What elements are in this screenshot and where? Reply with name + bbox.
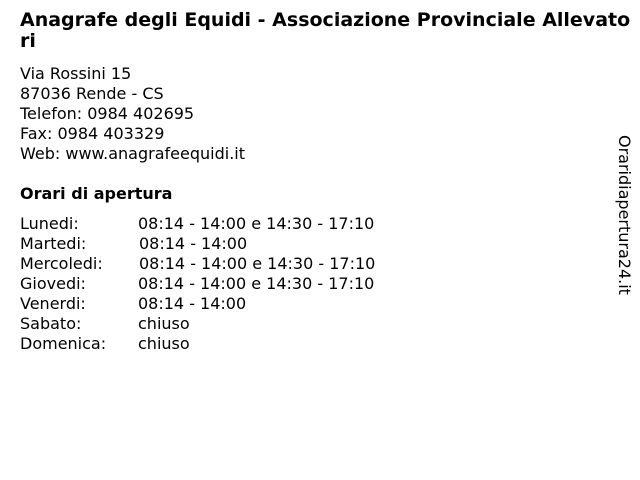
time-value: chiuso: [138, 334, 190, 353]
hours-table: [20, 214, 375, 354]
fax-number: Fax: 0984 403329: [20, 124, 165, 143]
day-label: Domenica:: [20, 334, 107, 353]
day-label: Martedi:: [20, 234, 87, 253]
hours-row-wednesday: [20, 254, 375, 274]
watermark-text: Oraridiapertura24.it: [615, 135, 634, 295]
time-value: 08:14 - 14:00: [138, 294, 247, 313]
time-value: chiuso: [138, 314, 190, 333]
hours-row-saturday: [20, 314, 375, 334]
day-label: Venerdi:: [20, 294, 86, 313]
day-label: Mercoledi:: [20, 254, 103, 273]
time-value: 08:14 - 14:00 e 14:30 - 17:10: [138, 214, 375, 233]
day-label: Giovedi:: [20, 274, 86, 293]
hours-row-thursday: [20, 274, 375, 294]
phone-number: Telefon: 0984 402695: [20, 104, 195, 123]
hours-row-sunday: [20, 334, 375, 354]
address-street: Via Rossini 15: [20, 64, 132, 83]
day-label: Lunedi:: [20, 214, 79, 233]
hours-heading: Orari di apertura: [20, 184, 173, 203]
time-value: 08:14 - 14:00 e 14:30 - 17:10: [138, 274, 375, 293]
business-title: Anagrafe degli Equidi - Associazione Provinciale Allevatori: [20, 9, 631, 52]
hours-row-monday: [20, 214, 375, 234]
time-value: 08:14 - 14:00: [139, 234, 248, 253]
address-city: 87036 Rende - CS: [20, 84, 164, 103]
hours-row-tuesday: [20, 234, 375, 254]
time-value: 08:14 - 14:00 e 14:30 - 17:10: [139, 254, 376, 273]
address-block: [20, 64, 245, 164]
day-label: Sabato:: [20, 314, 82, 333]
hours-row-friday: [20, 294, 375, 314]
website: Web: www.anagrafeequidi.it: [20, 144, 245, 163]
